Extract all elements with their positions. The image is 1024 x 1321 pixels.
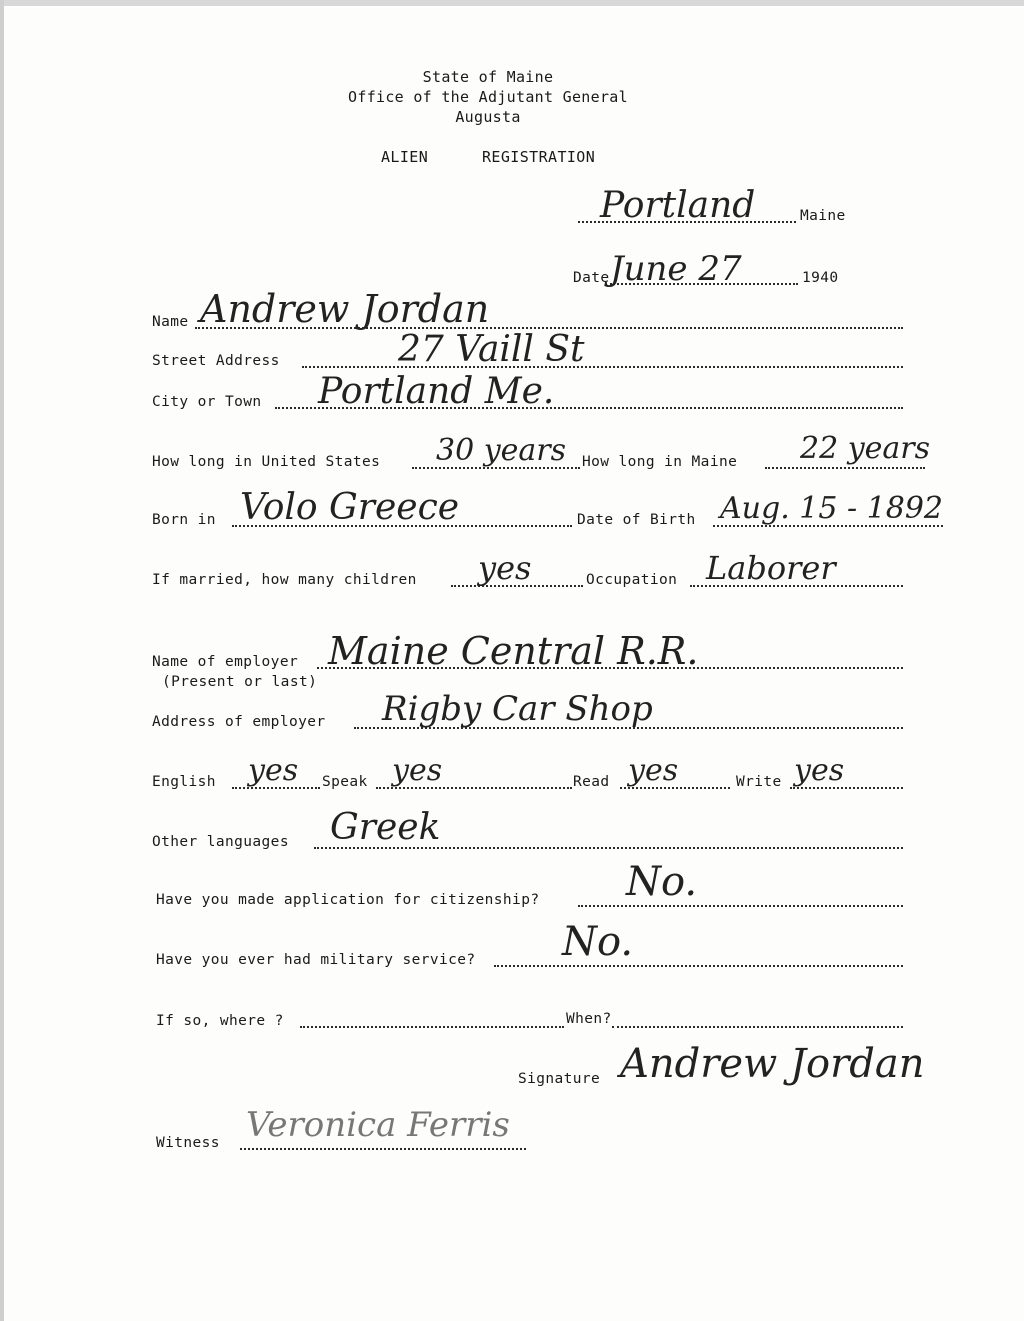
header-state: State of Maine xyxy=(422,68,554,86)
years-maine-value: 22 years xyxy=(800,431,931,466)
scan-edge-left xyxy=(0,0,4,1321)
employer-address-label: Address of employer xyxy=(152,714,326,730)
name-label: Name xyxy=(152,314,189,330)
born-in-label: Born in xyxy=(152,512,216,528)
date-value: June 27 xyxy=(610,249,742,289)
employer-sublabel: (Present or last) xyxy=(162,674,318,690)
street-label: Street Address xyxy=(152,353,280,369)
when-label: When? xyxy=(566,1011,612,1027)
employer-label: Name of employer xyxy=(152,654,299,670)
street-line xyxy=(302,366,903,368)
date-year: 1940 xyxy=(802,270,839,286)
read-value: yes xyxy=(628,753,679,788)
speak-label: Speak xyxy=(322,774,368,790)
witness-value: Veronica Ferris xyxy=(246,1105,510,1145)
employer-value: Maine Central R.R. xyxy=(328,629,699,673)
children-label: If married, how many children xyxy=(152,572,417,588)
military-value: No. xyxy=(562,919,634,965)
scan-edge-top xyxy=(0,0,1024,6)
where-line xyxy=(300,1026,564,1028)
english-label: English xyxy=(152,774,216,790)
witness-label: Witness xyxy=(156,1135,220,1151)
city-label: City or Town xyxy=(152,394,262,410)
speak-value: yes xyxy=(392,753,443,788)
citizenship-value: No. xyxy=(626,859,698,905)
title-alien: ALIEN xyxy=(381,148,429,166)
date-label: Date xyxy=(573,270,610,286)
citizenship-line xyxy=(578,905,903,907)
years-maine-line xyxy=(765,467,925,469)
military-line xyxy=(494,965,903,967)
occupation-value: Laborer xyxy=(706,549,836,587)
born-in-value: Volo Greece xyxy=(240,487,460,528)
write-value: yes xyxy=(794,753,845,788)
place-suffix: Maine xyxy=(800,208,846,224)
write-label: Write xyxy=(736,774,782,790)
when-line xyxy=(612,1026,903,1028)
years-us-label: How long in United States xyxy=(152,454,381,470)
name-value: Andrew Jordan xyxy=(200,287,490,331)
other-languages-label: Other languages xyxy=(152,834,289,850)
occupation-label: Occupation xyxy=(586,572,678,588)
signature-value: Andrew Jordan xyxy=(620,1041,925,1087)
header-city: Augusta xyxy=(455,108,521,126)
military-label: Have you ever had military service? xyxy=(156,952,476,968)
witness-line xyxy=(240,1148,526,1150)
signature-label: Signature xyxy=(518,1071,601,1087)
other-languages-value: Greek xyxy=(330,807,441,848)
title-registration: REGISTRATION xyxy=(482,148,596,166)
dob-label: Date of Birth xyxy=(577,512,696,528)
years-maine-label: How long in Maine xyxy=(582,454,738,470)
street-value: 27 Vaill St xyxy=(398,329,585,370)
header-office: Office of the Adjutant General xyxy=(348,88,628,106)
read-label: Read xyxy=(573,774,610,790)
years-us-value: 30 years xyxy=(436,433,567,468)
dob-value: Aug. 15 - 1892 xyxy=(720,491,943,526)
children-value: yes xyxy=(478,549,532,587)
citizenship-label: Have you made application for citizenship? xyxy=(156,892,540,908)
place-value: Portland xyxy=(600,185,756,226)
city-value: Portland Me. xyxy=(318,371,555,412)
employer-address-value: Rigby Car Shop xyxy=(382,689,653,729)
where-label: If so, where ? xyxy=(156,1013,284,1029)
english-value: yes xyxy=(248,753,299,788)
